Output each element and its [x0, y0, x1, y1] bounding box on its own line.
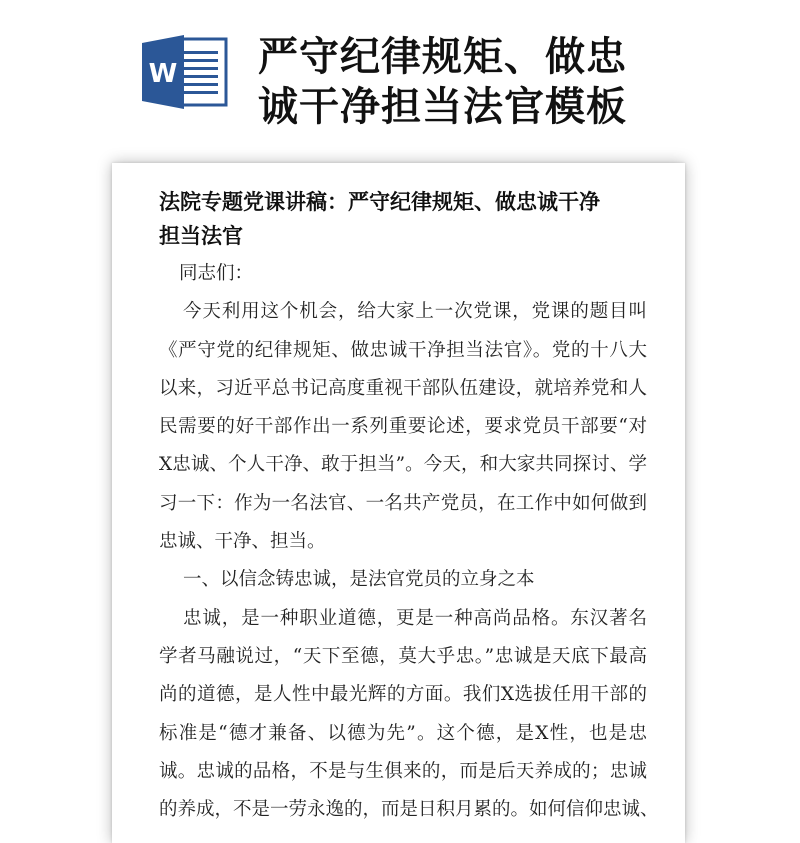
header-banner — [0, 0, 800, 150]
paragraph-line: 今天利用这个机会，给大家上一次党课，党课的题目叫 — [183, 301, 647, 323]
paragraph-line: 《严守党的纪律规矩、做忠诚干净担当法官》。党的十八大 — [159, 339, 647, 361]
paragraph-line: 忠诚、干净、担当。 — [159, 531, 326, 553]
document-body — [159, 255, 659, 829]
paragraph-line: 以来，习近平总书记高度重视干部队伍建设，就培养党和人 — [159, 377, 647, 399]
paragraph-line: 标准是“德才兼备、以德为先”。这个德，是X性，也是忠 — [159, 722, 647, 744]
paragraph-line: 的养成，不是一劳永逸的，而是日积月累的。如何信仰忠诚、 — [159, 799, 659, 821]
document-title-line-1: 法院专题党课讲稿：严守纪律规矩、做忠诚干净 — [159, 190, 600, 214]
paragraph-line: 民需要的好干部作出一系列重要论述，要求党员干部要“对 — [159, 416, 647, 438]
svg-text:W: W — [148, 59, 178, 89]
paragraph-line: 尚的道德，是人性中最光辉的方面。我们X选拔任用干部的 — [159, 684, 647, 706]
page-title — [258, 32, 778, 132]
document-title — [159, 185, 659, 253]
paragraph-line: 习一下：作为一名法官、一名共产党员，在工作中如何做到 — [159, 492, 647, 514]
title-line-2: 诚干净担当法官模板 — [258, 84, 627, 130]
paragraph-line: X忠诚、个人干净、敢于担当”。今天，和大家共同探讨、学 — [159, 454, 647, 476]
document-page — [112, 163, 685, 843]
document-title-line-2: 担当法官 — [159, 224, 243, 248]
title-line-1: 严守纪律规矩、做忠 — [258, 34, 627, 80]
word-document-icon — [140, 33, 230, 111]
salutation: 同志们： — [179, 263, 254, 284]
paragraph-line: 诚。忠诚的品格，不是与生俱来的，而是后天养成的；忠诚 — [159, 760, 647, 782]
paragraph-line: 忠诚，是一种职业道德，更是一种高尚品格。东汉著名 — [183, 607, 647, 629]
paragraph-line: 学者马融说过，“天下至德，莫大乎忠。”忠诚是天底下最高 — [159, 645, 647, 667]
section-heading: 一、以信念铸忠诚，是法官党员的立身之本 — [183, 569, 535, 591]
